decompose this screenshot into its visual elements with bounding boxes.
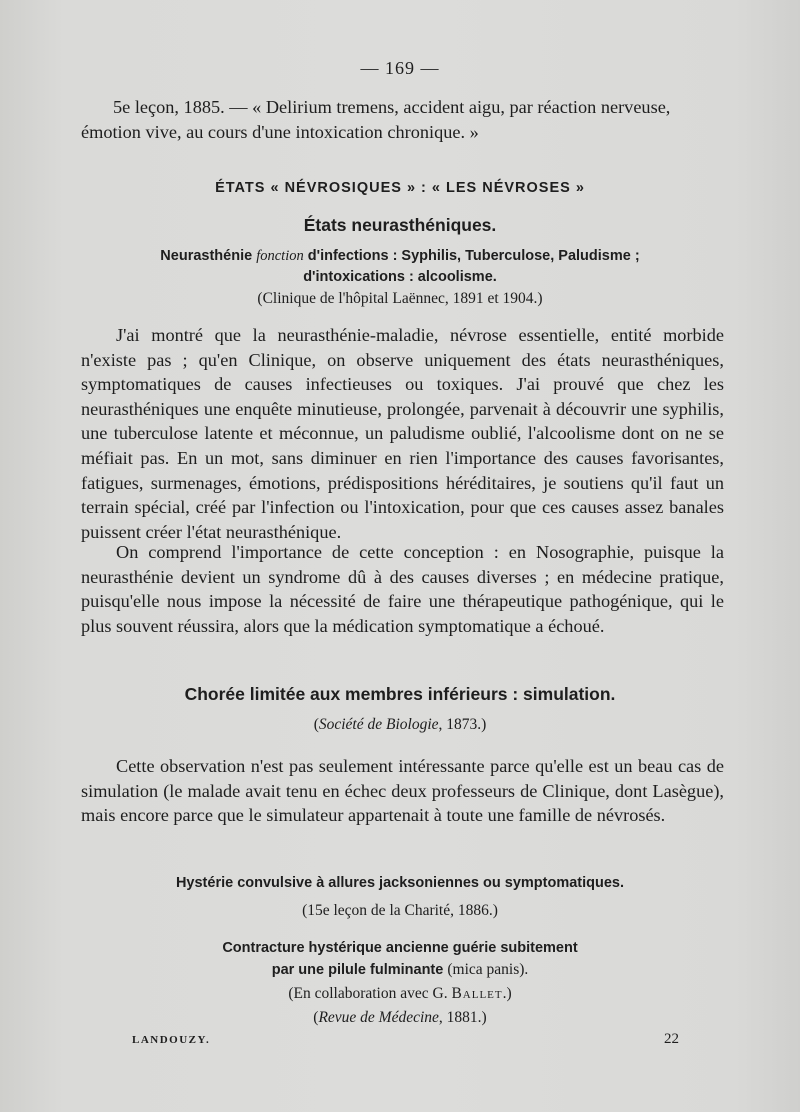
paragraph-simulation [81,754,724,828]
footer-signature: 22 [664,1031,679,1047]
citation-journal: Société de Biologie [318,716,439,733]
citation-revue-medecine: (Revue de Médecine, 1881.) [313,1009,487,1026]
subtitle-fonction: fonction [256,248,304,264]
paragraph-conception-text: On comprend l'importance de cette conception : en Nosographie, puisque la neurasthénie devient un syndrome dû à des causes diverses ; en médecine pratique, puisqu'elle nous impose la nécessité de faire une thérapeutique pathogénique, qui le plus souvent réussira, alors que la médication symptomatique a échoué. [81,542,724,636]
section-title-choree: Chorée limitée aux membres inférieurs : simulation. [184,684,616,704]
collab-suffix: .) [502,985,512,1002]
intro-line-2: émotion vive, au cours d'une intoxication chronique. » [81,121,479,142]
paragraph-neurasthenia [81,323,724,544]
contracture-line-2: par une pilule fulminante [271,962,444,978]
contracture-line-1: Contracture hystérique ancienne guérie subitement [222,940,578,956]
paragraph-conception [81,540,724,638]
footer-author: LANDOUZY. [132,1034,211,1046]
subtitle-term: Neurasthénie [160,248,253,264]
intro-paragraph [81,95,724,144]
section-title-contracture [0,938,800,981]
citation-societe-biologie: (Société de Biologie, 1873.) [313,716,487,733]
collab-prefix: (En collaboration avec G. [288,985,448,1002]
subtitle-intoxications: d'intoxications : alcoolisme. [303,269,497,285]
page-number: — 169 — [360,58,440,78]
paragraph-simulation-text: Cette observation n'est pas seulement intéressante parce qu'elle est un beau cas de simulation (le malade avait tenu en échec deux professeurs de Clinique, dont Lasègue), mais encore parce que le simulateur appartenait à toute une famille de névrosés. [81,756,724,826]
paragraph-neurasthenia-text: J'ai montré que la neurasthénie-maladie, névrose essentielle, entité morbide n'existe pas ; qu'en Clinique, on observe uniquement des états neurasthéniques, symptomatiques de causes infectieuses ou toxiques. J'ai prouvé que chez les neurasthéniques une enquête minutieuse, prolongée, parvenait à découvrir une syphilis, une tuberculose latente et méconnue, un paludisme oublié, l'alcoolisme dont on ne se méfiait pas. En un mot, sans diminuer en rien l'importance des causes favorisantes, fatigues, surmenages, émotions, prédispositions héréditaires, je soutiens qu'il faut un terrain spécial, créé par l'infection ou l'intoxication, pour que ces causes assez banales puissent créer l'état neurasthénique. [81,325,724,542]
citation-year: , 1873. [438,716,482,733]
section-title-neurasthenic-states: États neurasthéniques. [303,215,497,235]
citation-charite: (15e leçon de la Charité, 1886.) [302,902,498,919]
revue-year: , 1881. [438,1009,482,1026]
citation-laennec: (Clinique de l'hôpital Laënnec, 1891 et 1904.) [257,290,543,307]
section-title-hysterie: Hystérie convulsive à allures jacksoniennes ou symptomatiques. [175,875,625,891]
revue-journal: Revue de Médecine [318,1009,439,1026]
intro-line-1: 5e leçon, 1885. — « Delirium tremens, accident aigu, par réaction nerveuse, [113,97,671,117]
subtitle-infections: d'infections : Syphilis, Tuberculose, Paludisme ; [307,248,640,264]
collab-name: Ballet [451,985,503,1002]
section-heading-etats-nevrosiques: ÉTATS « NÉVROSIQUES » : « LES NÉVROSES » [215,180,585,196]
collaboration-note [0,985,800,1003]
contracture-mica-panis: (mica panis). [447,961,529,978]
section-subtitle-neurasthenia [0,246,800,288]
